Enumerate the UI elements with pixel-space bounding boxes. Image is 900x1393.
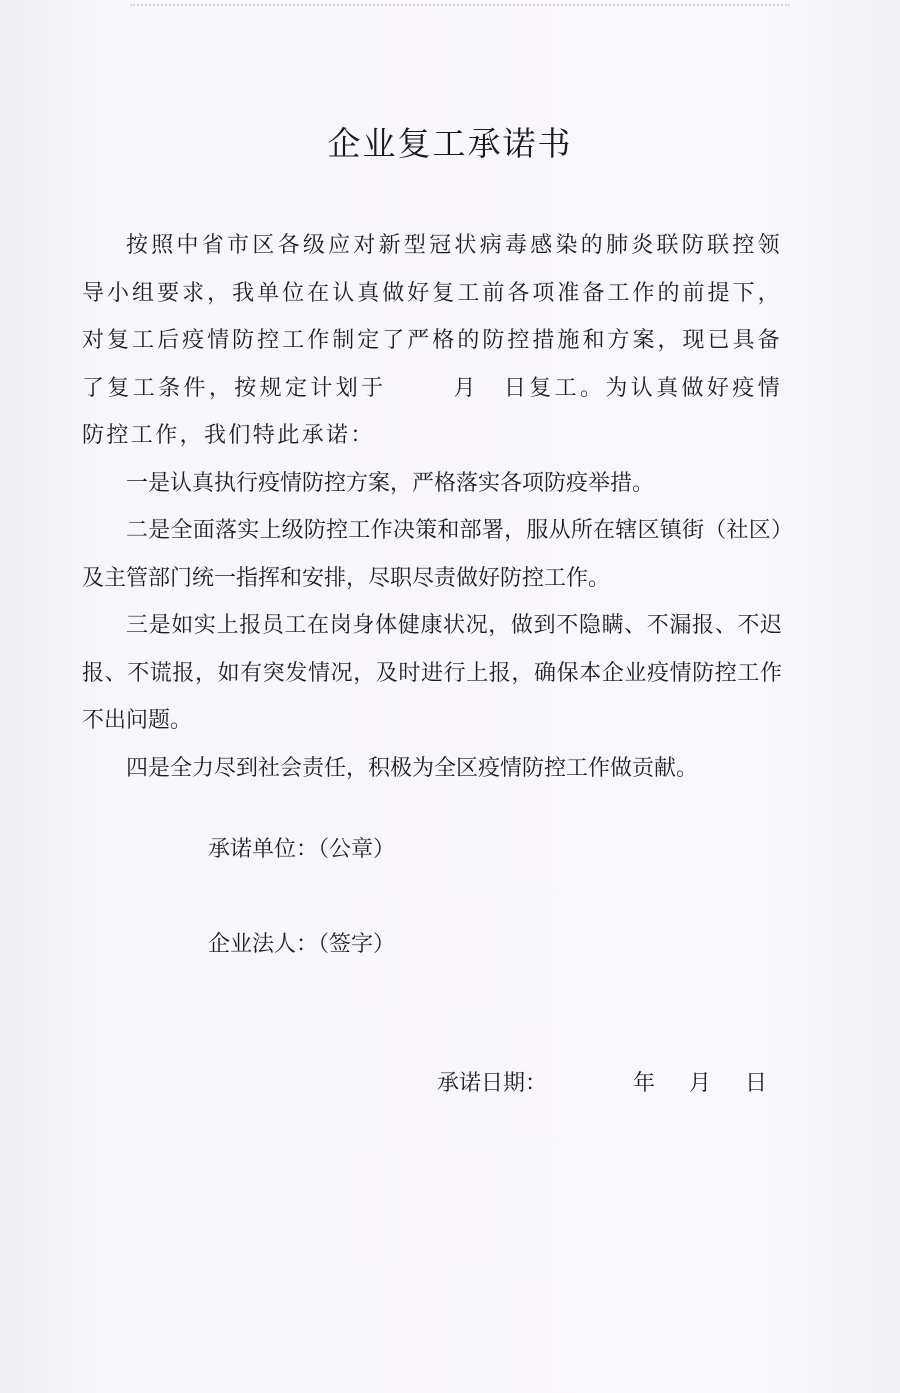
commitment-date-line	[437, 1066, 767, 1097]
date-label: 承诺日期：	[437, 1071, 548, 1096]
document-body	[82, 222, 782, 792]
intro-text-part1: 按照中省市区各级应对新型冠状病毒感染的肺炎联防联控领导小组要求，我单位在认真做好复工前各项准备工作的前提下，对复工后疫情防控工作制定了严格的防控措施和方案，现已具备了复工条件，按规定计划于	[82, 233, 782, 401]
intro-month-label: 月	[452, 375, 479, 401]
commitment-item-1: 一是认真执行疫情防控方案，严格落实各项防疫举措。	[126, 470, 655, 496]
commitment-item-2: 二是全面落实上级防控工作决策和部署，服从所在辖区镇街（社区）及主管部门统一指挥和安排，尽职尽责做好防控工作。	[82, 518, 782, 591]
scan-edge-marks	[130, 4, 790, 8]
date-year-label: 年	[633, 1071, 656, 1096]
date-month-label: 月	[689, 1071, 712, 1096]
commitment-item-4: 四是全力尽到社会责任，积极为全区疫情防控工作做贡献。	[126, 755, 699, 781]
signature-legal-line: 企业法人：（签字）	[208, 932, 396, 957]
intro-paragraph	[82, 222, 782, 460]
intro-text-part2: 日复工。为认真做好疫情防控工作，我们特此承诺：	[82, 375, 783, 448]
document-title: 企业复工承诺书	[327, 124, 573, 163]
date-day-label: 日	[745, 1071, 768, 1096]
commitment-item-3: 三是如实上报员工在岗身体健康状况，做到不隐瞒、不漏报、不迟报、不谎报，如有突发情况，及时进行上报，确保本企业疫情防控工作不出问题。	[82, 613, 782, 733]
signature-unit-line: 承诺单位：（公章）	[208, 837, 396, 862]
